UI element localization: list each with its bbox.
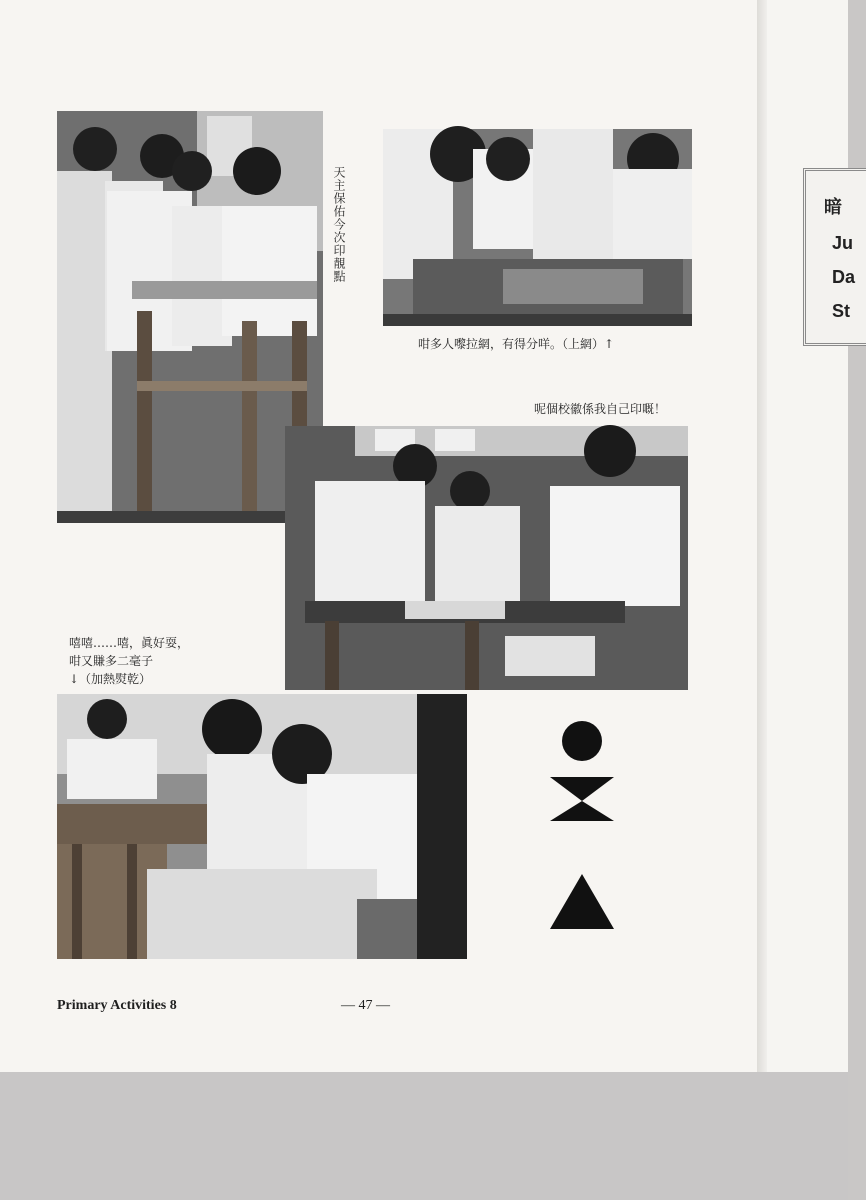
photo-boys-at-frame [57,111,323,523]
hourglass-shape-icon [550,777,614,801]
page-number: — 47 — [341,998,390,1013]
caption-left-line-2: 咁又賺多二毫子 [69,654,154,668]
photo-boys-pulling-screen [383,129,692,326]
caption-top-right: 咁多人嚟拉網，有得分咩。（上網）↑ [418,337,615,351]
caption-middle-right: 呢個校徽係我自己印嘅！ [534,402,667,416]
footer-title: Primary Activities 8 [57,998,177,1013]
next-page-line-1: 暗 [824,197,842,217]
next-page-edge [767,0,848,1072]
next-page-line-4: St [832,301,850,321]
next-page-line-2: Ju [832,233,854,253]
scan-background [0,1072,848,1200]
photo-boys-ironing [57,694,467,959]
caption-vertical: 天主保佑今次印靚點 [332,166,346,283]
photo-boys-printing-badge [285,426,688,690]
next-page-line-3: Da [832,267,856,287]
caption-left-line-3: ↓（加熱熨乾） [69,672,152,686]
circle-shape-icon [562,721,602,761]
caption-left-line-1: 嘻嘻……嘻，眞好耍， [69,636,190,650]
triangle-shape-icon [550,874,614,929]
decorative-shapes [546,717,626,937]
page-gutter [757,0,767,1072]
next-page-box [803,168,866,346]
